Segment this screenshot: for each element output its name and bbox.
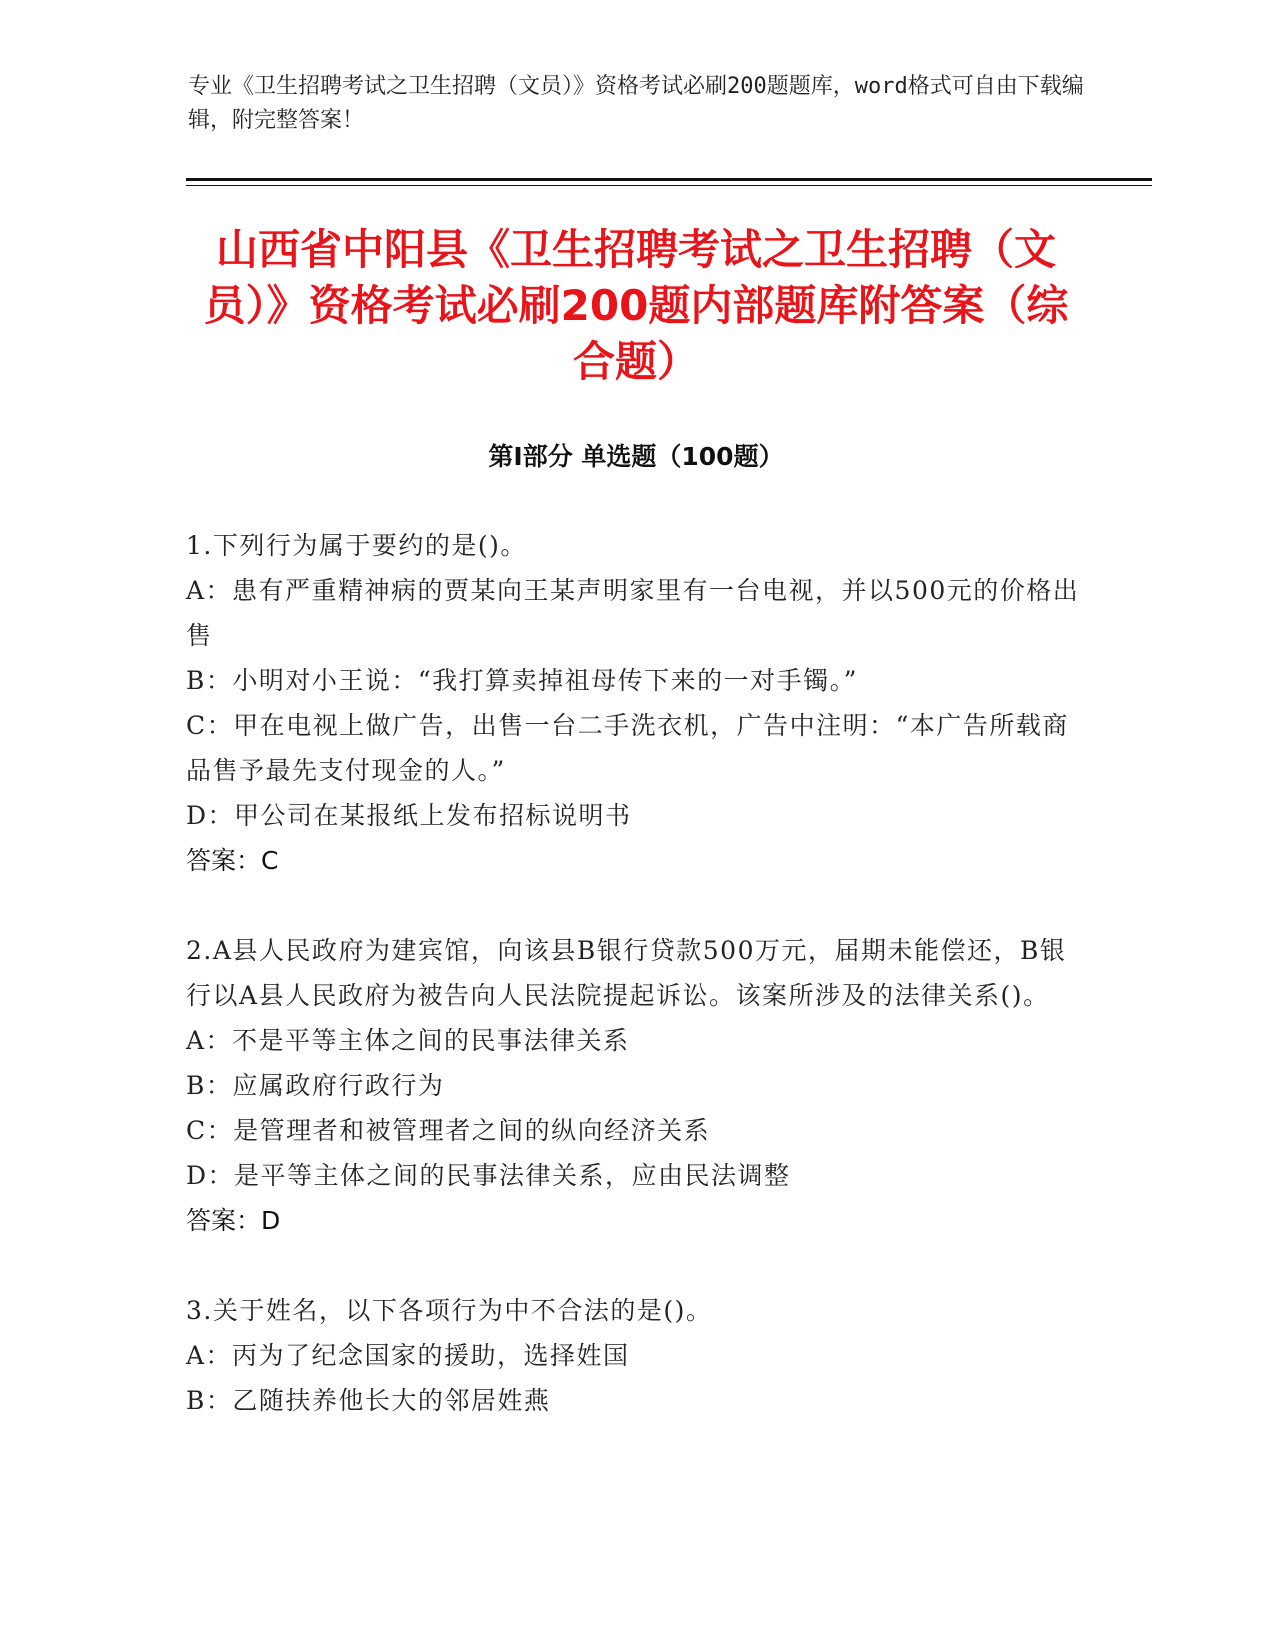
- question-1: [186, 523, 1086, 883]
- answer: 答案：D: [186, 1206, 281, 1235]
- option-d: D：甲公司在某报纸上发布招标说明书: [186, 801, 632, 830]
- header-note: 专业《卫生招聘考试之卫生招聘（文员）》资格考试必刷200题题库，word格式可自由下载编辑，附完整答案！: [188, 74, 1084, 133]
- question-stem: 2.A县人民政府为建宾馆，向该县B银行贷款500万元，届期未能偿还，B银行以A县人民政府为被告向人民法院提起诉讼。该案所涉及的法律关系()。: [186, 936, 1067, 1010]
- question-list: [186, 523, 1086, 1468]
- option-a: A：丙为了纪念国家的援助，选择姓国: [186, 1341, 630, 1370]
- option-c: C：是管理者和被管理者之间的纵向经济关系: [186, 1116, 711, 1145]
- option-d: D：是平等主体之间的民事法律关系，应由民法调整: [186, 1161, 791, 1190]
- answer: 答案：C: [186, 846, 279, 875]
- header-rule-thin: [186, 185, 1152, 186]
- option-a: A：不是平等主体之间的民事法律关系: [186, 1026, 630, 1055]
- question-stem: 1.下列行为属于要约的是()。: [186, 531, 527, 560]
- question-stem: 3.关于姓名，以下各项行为中不合法的是()。: [186, 1296, 713, 1325]
- question-3: [186, 1288, 1086, 1423]
- document-title: 山西省中阳县《卫生招聘考试之卫生招聘（文员）》资格考试必刷200题内部题库附答案（综合题）: [203, 225, 1069, 386]
- option-a: A：患有严重精神病的贾某向王某声明家里有一台电视，并以500元的价格出售: [186, 576, 1080, 650]
- question-2: [186, 928, 1086, 1243]
- option-b: B：乙随扶养他长大的邻居姓燕: [186, 1386, 551, 1415]
- section-title: 第I部分 单选题（100题）: [488, 442, 784, 471]
- header-rule-thick: [186, 178, 1152, 181]
- option-b: B：小明对小王说：“我打算卖掉祖母传下来的一对手镯。”: [186, 666, 858, 695]
- option-b: B：应属政府行政行为: [186, 1071, 445, 1100]
- option-c: C：甲在电视上做广告，出售一台二手洗衣机，广告中注明：“本广告所载商品售予最先支付现金的人。”: [186, 711, 1069, 785]
